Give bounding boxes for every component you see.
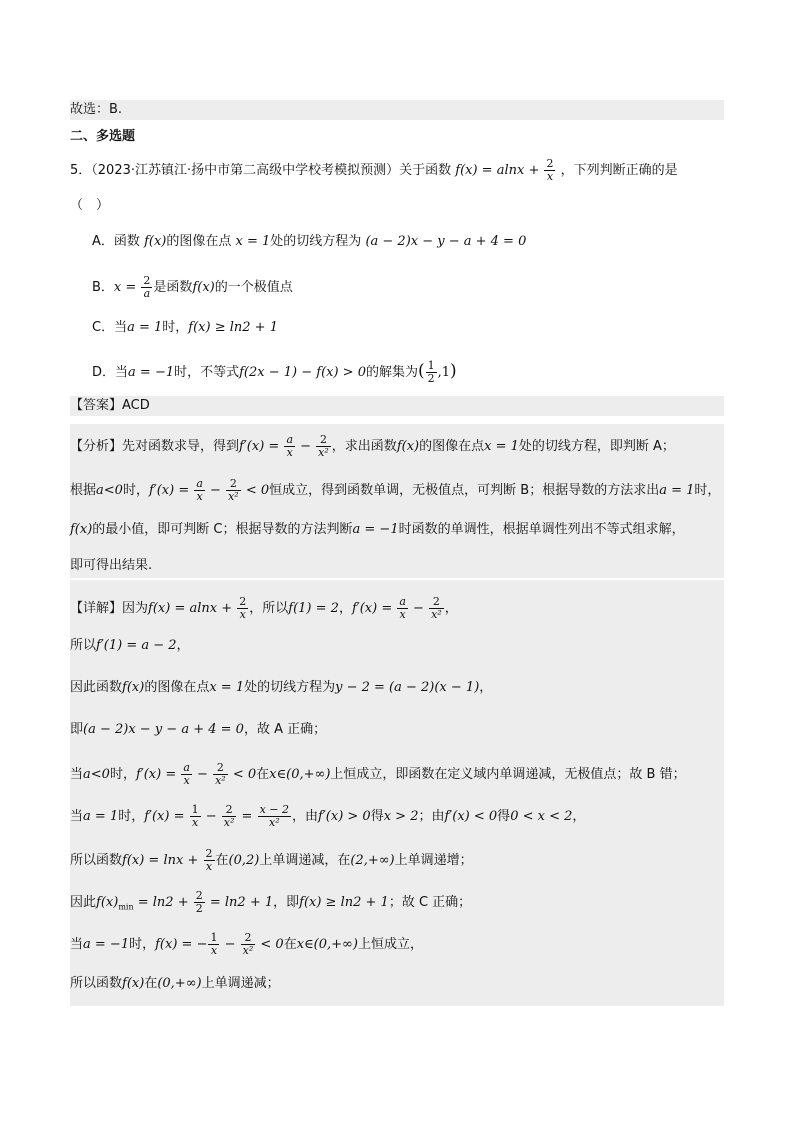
detail-line-6: 当a = 1时，f′(x) = $\frac{1}{x}$ − $\frac{2}{\text{x²}}$ = $\frac{x - 2}{\text{x²}}$ ，由f′(x) > 0得x > 2；由f′(x) < 0得0 < x < 2， (70, 803, 586, 829)
answer-line: 【答案】ACD (70, 396, 724, 416)
analysis-line-2: 根据a<0时，f′(x) = $\frac{a}{x}$ − $\frac{2}{\text{x²}}$ < 0恒成立，得到函数单调，无极值点，可判断 B；根据导数的方法求出a = 1时， (70, 477, 721, 503)
analysis-line-3: f(x)的最小值，即可判断 C；根据导数的方法判断a = −1时函数的单调性，根据单调性列出不等式组求解， (70, 522, 685, 537)
detail-line-10: 所以函数f(x)在(0,+∞)上单调递减； (70, 976, 280, 991)
detail-line-9: 当a = −1时，f(x) = − $\frac{1}{x}$ − $\frac{2}{\text{x²}}$ < 0在x∈(0,+∞)上恒成立， (70, 931, 423, 957)
question-bracket: （ ） (70, 198, 110, 213)
detail-line-2: 所以f′(1) = a − 2， (70, 638, 190, 653)
detail-line-8: 因此$f(x)_{min} = \ln 2$ + $\frac{2}{2}$ = ln2 + 1，即f(x) ≥ ln2 + 1；故 C 正确； (70, 889, 472, 915)
detail-line-3: 因此函数f(x)的图像在点x = 1处的切线方程为y − 2 = (a − 2)(x − 1)， (70, 680, 493, 695)
option-a: A．函数 f(x)的图像在点 x = 1处的切线方程为 (a − 2)x − y − a + 4 = 0 (92, 234, 527, 249)
stem-fraction: $\frac{2}{x}$ (546, 157, 554, 183)
analysis-line-4: 即可得出结果. (70, 558, 153, 573)
prev-answer-line (70, 100, 724, 120)
answer-value: ACD (122, 398, 150, 413)
section-title: 二、多选题 (70, 129, 136, 144)
detail-line-4: 即(a − 2)x − y − a + 4 = 0，故 A 正确； (70, 722, 327, 737)
option-d: D．当a = −1时，不等式f(2x − 1) − f(x) > 0的解集为( $\frac{1}{2}$ ,1) (92, 359, 457, 385)
detail-line-7: 所以函数f(x) = lnx + $\frac{2}{x}$ 在(0,2)上单调递减，在(2,+∞)上单调递增； (70, 847, 473, 873)
analysis-line-1: 【分析】先对函数求导，得到f′(x) = $\frac{a}{x}$ − $\frac{2}{\text{x²}}$ ，求出函数f(x)的图像在点x = 1处的切线方程，即判断 A； (70, 433, 675, 459)
question-stem: 5．（2023·江苏镇江·扬中市第二高级中学校考模拟预测）关于函数 f(x) = alnx + $\frac{2}{x}$ ，下列判断正确的是 (70, 157, 678, 183)
detail-line-5: 当a<0时，f′(x) = $\frac{a}{x}$ − $\frac{2}{\text{x²}}$ < 0在x∈(0,+∞)上恒成立，即函数在定义域内单调递减，无极值点；故 B 错； (70, 761, 686, 787)
option-c: C．当a = 1时，f(x) ≥ ln2 + 1 (92, 320, 278, 335)
detail-line-1: 【详解】因为f(x) = alnx + $\frac{2}{x}$ ，所以f(1) = 2，f′(x) = $\frac{a}{x}$ − $\frac{2}{\text{x²}}$ ， (70, 595, 458, 621)
prev-answer: 故选：B. (70, 102, 123, 117)
option-b: B．x = $\frac{2}{a}$ 是函数f(x)的一个极值点 (92, 274, 293, 300)
